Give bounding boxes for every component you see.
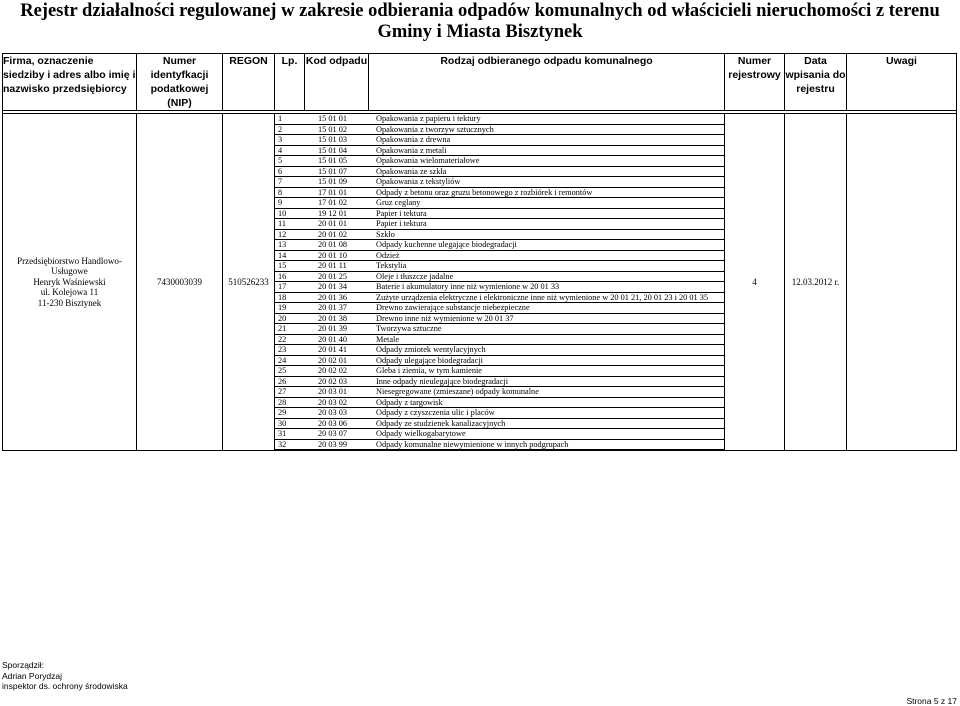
waste-code: 17 01 02 xyxy=(314,198,374,209)
header-firma: Firma, oznaczenie siedziby i adres albo imię i nazwisko przedsiębiorcy xyxy=(3,54,137,111)
waste-lp: 10 xyxy=(275,208,314,219)
waste-row xyxy=(275,135,724,146)
waste-row xyxy=(275,250,724,261)
waste-name: Odpady komunalne niewymienione w innych podgrupach xyxy=(374,439,724,450)
regon-value: 510526233 xyxy=(223,114,275,451)
header-row xyxy=(3,54,957,111)
waste-code: 20 03 99 xyxy=(314,439,374,450)
page-number: Strona 5 z 17 xyxy=(906,696,957,706)
header-rodzaj-odpadu: Rodzaj odbieranego odpadu komunalnego xyxy=(369,54,725,111)
waste-lp: 24 xyxy=(275,355,314,366)
waste-name: Drewno zawierające substancje niebezpieczne xyxy=(374,303,724,314)
waste-lp: 25 xyxy=(275,366,314,377)
waste-name: Tworzywa sztuczne xyxy=(374,324,724,335)
waste-list xyxy=(275,114,724,450)
waste-name: Baterie i akumulatory inne niż wymienione w 20 01 33 xyxy=(374,282,724,293)
waste-code: 15 01 07 xyxy=(314,166,374,177)
waste-name: Odpady z czyszczenia ulic i placów xyxy=(374,408,724,419)
prepared-by xyxy=(2,660,128,692)
waste-row xyxy=(275,124,724,135)
waste-lp: 29 xyxy=(275,408,314,419)
waste-code: 15 01 03 xyxy=(314,135,374,146)
waste-lp: 17 xyxy=(275,282,314,293)
waste-lp: 16 xyxy=(275,271,314,282)
company-owner: Henryk Waśniewski xyxy=(33,276,106,287)
waste-lp: 28 xyxy=(275,397,314,408)
waste-name: Opakowania z drewna xyxy=(374,135,724,146)
waste-lp: 2 xyxy=(275,124,314,135)
waste-code: 20 01 01 xyxy=(314,219,374,230)
header-numer-rejestrowy: Numer rejestrowy xyxy=(725,54,785,111)
waste-row xyxy=(275,166,724,177)
waste-lp: 11 xyxy=(275,219,314,230)
waste-row xyxy=(275,366,724,377)
waste-name: Opakowania z tekstyliów xyxy=(374,177,724,188)
waste-lp: 15 xyxy=(275,261,314,272)
waste-code: 20 03 03 xyxy=(314,408,374,419)
registry-number: 4 xyxy=(725,114,785,451)
waste-lp: 31 xyxy=(275,429,314,440)
waste-name: Papier i tektura xyxy=(374,219,724,230)
waste-code: 15 01 05 xyxy=(314,156,374,167)
remarks-value xyxy=(847,114,957,451)
waste-lp: 21 xyxy=(275,324,314,335)
waste-lp: 3 xyxy=(275,135,314,146)
document-title xyxy=(0,1,960,43)
waste-row xyxy=(275,240,724,251)
waste-row xyxy=(275,292,724,303)
waste-name: Inne odpady nieulegające biodegradacji xyxy=(374,376,724,387)
waste-name: Odpady kuchenne ulegające biodegradacji xyxy=(374,240,724,251)
waste-code: 20 01 37 xyxy=(314,303,374,314)
waste-lp: 30 xyxy=(275,418,314,429)
waste-name: Drewno inne niż wymienione w 20 01 37 xyxy=(374,313,724,324)
waste-code: 20 01 08 xyxy=(314,240,374,251)
waste-lp: 5 xyxy=(275,156,314,167)
waste-name: Odpady zmiotek wentylacyjnych xyxy=(374,345,724,356)
waste-list-cell xyxy=(275,114,725,451)
waste-row xyxy=(275,219,724,230)
waste-row xyxy=(275,439,724,450)
waste-lp: 22 xyxy=(275,334,314,345)
waste-lp: 20 xyxy=(275,313,314,324)
waste-row xyxy=(275,303,724,314)
waste-row xyxy=(275,187,724,198)
header-regon: REGON xyxy=(223,54,275,111)
waste-code: 20 01 34 xyxy=(314,282,374,293)
waste-name: Opakowania z metali xyxy=(374,145,724,156)
waste-name: Opakowania wielomateriałowe xyxy=(374,156,724,167)
header-kod-odpadu: Kod odpadu xyxy=(305,54,369,111)
waste-lp: 27 xyxy=(275,387,314,398)
waste-lp: 6 xyxy=(275,166,314,177)
waste-code: 20 02 03 xyxy=(314,376,374,387)
waste-code: 20 01 39 xyxy=(314,324,374,335)
waste-code: 20 01 36 xyxy=(314,292,374,303)
waste-name: Gruz ceglany xyxy=(374,198,724,209)
header-data-wpisania: Data wpisania do rejestru xyxy=(785,54,847,111)
waste-name: Opakowania z papieru i tektury xyxy=(374,114,724,124)
waste-row xyxy=(275,145,724,156)
waste-lp: 4 xyxy=(275,145,314,156)
waste-lp: 14 xyxy=(275,250,314,261)
waste-code: 15 01 04 xyxy=(314,145,374,156)
waste-name: Tekstylia xyxy=(374,261,724,272)
waste-code: 19 12 01 xyxy=(314,208,374,219)
waste-name: Odpady z betonu oraz gruzu betonowego z rozbiórek i remontów xyxy=(374,187,724,198)
waste-name: Odpady ulegające biodegradacji xyxy=(374,355,724,366)
waste-name: Oleje i tłuszcze jadalne xyxy=(374,271,724,282)
nip-value: 7430003039 xyxy=(137,114,223,451)
waste-name: Papier i tektura xyxy=(374,208,724,219)
waste-row xyxy=(275,198,724,209)
waste-row xyxy=(275,376,724,387)
waste-code: 20 01 10 xyxy=(314,250,374,261)
waste-row xyxy=(275,418,724,429)
waste-lp: 32 xyxy=(275,439,314,450)
waste-row xyxy=(275,156,724,167)
waste-lp: 26 xyxy=(275,376,314,387)
waste-code: 20 01 11 xyxy=(314,261,374,272)
waste-lp: 23 xyxy=(275,345,314,356)
waste-name: Niesegregowane (zmieszane) odpady komunalne xyxy=(374,387,724,398)
company-city: 11-230 Bisztynek xyxy=(37,297,102,308)
waste-code: 20 01 38 xyxy=(314,313,374,324)
waste-name: Odzież xyxy=(374,250,724,261)
header-uwagi: Uwagi xyxy=(847,54,957,111)
waste-lp: 12 xyxy=(275,229,314,240)
waste-lp: 19 xyxy=(275,303,314,314)
waste-code: 20 03 07 xyxy=(314,429,374,440)
waste-name: Odpady ze studzienek kanalizacyjnych xyxy=(374,418,724,429)
waste-code: 20 02 01 xyxy=(314,355,374,366)
waste-row xyxy=(275,429,724,440)
waste-row xyxy=(275,282,724,293)
waste-code: 20 01 02 xyxy=(314,229,374,240)
waste-name: Odpady wielkogabarytowe xyxy=(374,429,724,440)
entry-row xyxy=(3,114,957,451)
waste-code: 15 01 09 xyxy=(314,177,374,188)
waste-name: Opakowania z tworzyw sztucznych xyxy=(374,124,724,135)
waste-lp: 1 xyxy=(275,114,314,124)
registration-date: 12.03.2012 r. xyxy=(785,114,847,451)
header-lp: Lp. xyxy=(275,54,305,111)
waste-name: Gleba i ziemia, w tym kamienie xyxy=(374,366,724,377)
title-line-1: Rejestr działalności regulowanej w zakresie odbierania odpadów komunalnych od właścicieli nieruchomości z terenu xyxy=(20,1,940,21)
waste-row xyxy=(275,345,724,356)
waste-name: Zużyte urządzenia elektryczne i elektroniczne inne niż wymienione w 20 01 21, 20 01 23 i 20 01 35 xyxy=(374,292,724,303)
waste-row xyxy=(275,355,724,366)
waste-code: 17 01 01 xyxy=(314,187,374,198)
waste-row xyxy=(275,313,724,324)
waste-code: 20 01 40 xyxy=(314,334,374,345)
waste-name: Metale xyxy=(374,334,724,345)
waste-lp: 18 xyxy=(275,292,314,303)
company-info xyxy=(3,114,137,451)
company-street: ul. Kolejowa 11 xyxy=(40,287,99,298)
waste-row xyxy=(275,324,724,335)
waste-lp: 7 xyxy=(275,177,314,188)
waste-code: 15 01 02 xyxy=(314,124,374,135)
waste-row xyxy=(275,334,724,345)
waste-row xyxy=(275,408,724,419)
prepared-by-position: inspektor ds. ochrony środowiska xyxy=(2,681,128,691)
waste-code: 20 03 01 xyxy=(314,387,374,398)
title-line-2: Gminy i Miasta Bisztynek xyxy=(377,22,583,42)
header-nip: Numer identyfkacji podatkowej (NIP) xyxy=(137,54,223,111)
waste-code: 20 02 02 xyxy=(314,366,374,377)
waste-name: Odpady z targowisk xyxy=(374,397,724,408)
register-table xyxy=(2,53,957,451)
waste-lp: 9 xyxy=(275,198,314,209)
waste-code: 20 01 41 xyxy=(314,345,374,356)
waste-code: 20 01 25 xyxy=(314,271,374,282)
prepared-by-name: Adrian Porydzaj xyxy=(2,670,63,681)
waste-row xyxy=(275,177,724,188)
waste-lp: 8 xyxy=(275,187,314,198)
waste-row xyxy=(275,229,724,240)
waste-row xyxy=(275,271,724,282)
waste-row xyxy=(275,261,724,272)
company-name: Przedsiębiorstwo Handlowo-Usługowe xyxy=(17,255,122,277)
waste-lp: 13 xyxy=(275,240,314,251)
waste-name: Szkło xyxy=(374,229,724,240)
waste-code: 20 03 06 xyxy=(314,418,374,429)
prepared-by-label: Sporządził: xyxy=(2,660,45,670)
waste-row xyxy=(275,114,724,124)
waste-row xyxy=(275,387,724,398)
waste-row xyxy=(275,208,724,219)
waste-code: 20 03 02 xyxy=(314,397,374,408)
waste-code: 15 01 01 xyxy=(314,114,374,124)
waste-name: Opakowania ze szkła xyxy=(374,166,724,177)
waste-row xyxy=(275,397,724,408)
